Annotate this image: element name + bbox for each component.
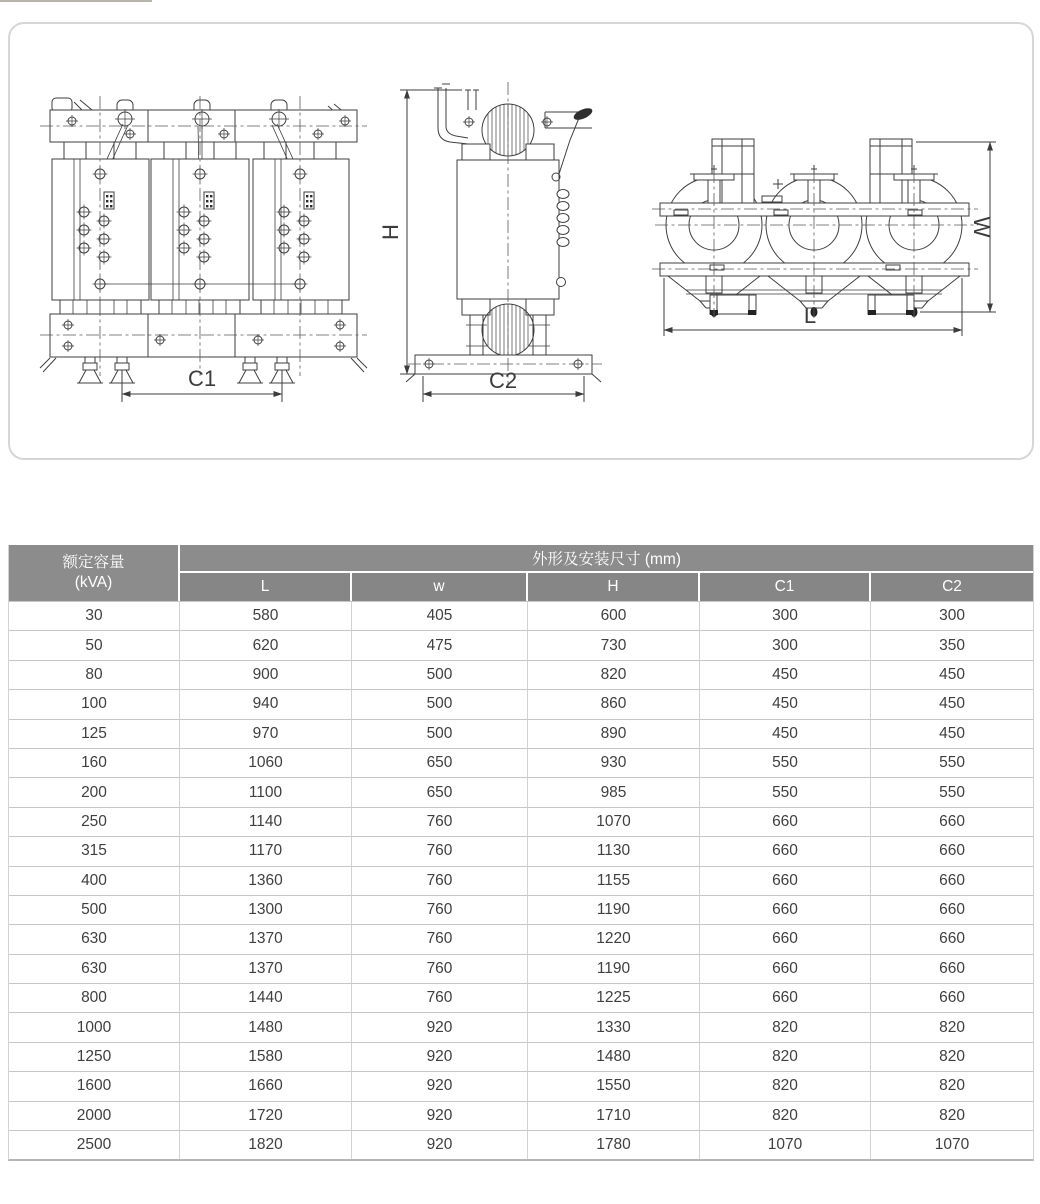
transformer-outline-drawings <box>10 24 1032 458</box>
dim-label-h: H <box>378 224 403 240</box>
drawing-panel <box>8 22 1034 460</box>
cell-h: 985 <box>528 777 700 806</box>
cell-c1: 660 <box>700 983 871 1012</box>
cell-c2: 350 <box>871 630 1033 659</box>
cell-c2: 300 <box>871 601 1033 630</box>
cell-capacity: 630 <box>9 954 180 983</box>
cell-l: 1720 <box>180 1101 352 1130</box>
table-row <box>9 1042 1033 1071</box>
cell-c1: 660 <box>700 866 871 895</box>
cell-capacity: 250 <box>9 807 180 836</box>
cell-l: 1100 <box>180 777 352 806</box>
cell-capacity: 315 <box>9 836 180 865</box>
cell-l: 1360 <box>180 866 352 895</box>
front-view <box>40 96 367 402</box>
cell-w: 500 <box>352 660 528 689</box>
cell-w: 650 <box>352 748 528 777</box>
dimensions-group-header: 外形及安装尺寸 (mm) <box>180 545 1033 571</box>
cell-capacity: 1600 <box>9 1071 180 1100</box>
cell-h: 1710 <box>528 1101 700 1130</box>
cell-capacity: 500 <box>9 895 180 924</box>
cell-c2: 450 <box>871 719 1033 748</box>
table-row <box>9 689 1033 718</box>
cell-c1: 450 <box>700 660 871 689</box>
cell-w: 760 <box>352 807 528 836</box>
cell-l: 1060 <box>180 748 352 777</box>
table-row <box>9 1012 1033 1041</box>
cell-c2: 550 <box>871 777 1033 806</box>
cell-w: 920 <box>352 1042 528 1071</box>
table-row <box>9 719 1033 748</box>
col-header-h: H <box>528 571 700 601</box>
cell-w: 405 <box>352 601 528 630</box>
cell-h: 600 <box>528 601 700 630</box>
cell-capacity: 50 <box>9 630 180 659</box>
cell-capacity: 1250 <box>9 1042 180 1071</box>
cell-w: 760 <box>352 866 528 895</box>
table-row <box>9 954 1033 983</box>
cell-capacity: 2000 <box>9 1101 180 1130</box>
cell-c1: 300 <box>700 630 871 659</box>
cell-w: 920 <box>352 1012 528 1041</box>
capacity-header-unit: (kVA) <box>74 574 113 591</box>
cell-l: 1300 <box>180 895 352 924</box>
cell-capacity: 100 <box>9 689 180 718</box>
cell-c1: 660 <box>700 807 871 836</box>
table-row <box>9 777 1033 806</box>
table-row <box>9 1071 1033 1100</box>
cell-c2: 820 <box>871 1101 1033 1130</box>
cell-h: 1220 <box>528 924 700 953</box>
cell-capacity: 2500 <box>9 1130 180 1159</box>
cell-h: 860 <box>528 689 700 718</box>
dim-label-c1: C1 <box>187 366 217 391</box>
cell-h: 1330 <box>528 1012 700 1041</box>
cell-capacity: 80 <box>9 660 180 689</box>
table-body <box>9 601 1033 1159</box>
cell-h: 730 <box>528 630 700 659</box>
cell-h: 890 <box>528 719 700 748</box>
cell-c2: 660 <box>871 983 1033 1012</box>
top-view <box>652 139 996 336</box>
cell-l: 970 <box>180 719 352 748</box>
table-row <box>9 660 1033 689</box>
cell-w: 475 <box>352 630 528 659</box>
cell-h: 1070 <box>528 807 700 836</box>
cell-capacity: 400 <box>9 866 180 895</box>
cell-c2: 660 <box>871 836 1033 865</box>
cell-l: 1440 <box>180 983 352 1012</box>
cell-l: 1580 <box>180 1042 352 1071</box>
cell-c1: 450 <box>700 689 871 718</box>
cell-c1: 660 <box>700 954 871 983</box>
cell-c1: 820 <box>700 1071 871 1100</box>
cell-h: 1190 <box>528 954 700 983</box>
cell-w: 920 <box>352 1101 528 1130</box>
cell-c2: 820 <box>871 1071 1033 1100</box>
cell-c1: 450 <box>700 719 871 748</box>
cell-capacity: 125 <box>9 719 180 748</box>
cell-c2: 660 <box>871 866 1033 895</box>
cell-w: 500 <box>352 719 528 748</box>
cell-w: 920 <box>352 1130 528 1159</box>
cell-c2: 660 <box>871 807 1033 836</box>
cell-h: 1780 <box>528 1130 700 1159</box>
cell-c2: 450 <box>871 660 1033 689</box>
table-row <box>9 1130 1033 1159</box>
cell-c2: 550 <box>871 748 1033 777</box>
cell-c1: 550 <box>700 748 871 777</box>
cell-c1: 820 <box>700 1101 871 1130</box>
cell-capacity: 630 <box>9 924 180 953</box>
capacity-header <box>9 545 180 601</box>
col-header-l: L <box>180 571 352 601</box>
cell-c2: 660 <box>871 924 1033 953</box>
cell-h: 1130 <box>528 836 700 865</box>
cell-h: 1480 <box>528 1042 700 1071</box>
cell-w: 760 <box>352 924 528 953</box>
table-row <box>9 1101 1033 1130</box>
col-header-w: w <box>352 571 528 601</box>
cell-l: 1170 <box>180 836 352 865</box>
table-row <box>9 924 1033 953</box>
table-row <box>9 748 1033 777</box>
dim-label-c2: C2 <box>488 368 518 393</box>
cell-l: 940 <box>180 689 352 718</box>
dim-label-w: W <box>969 216 994 238</box>
cell-w: 920 <box>352 1071 528 1100</box>
cell-c2: 1070 <box>871 1130 1033 1159</box>
cell-w: 760 <box>352 895 528 924</box>
cell-c1: 300 <box>700 601 871 630</box>
cell-l: 1820 <box>180 1130 352 1159</box>
table-row <box>9 836 1033 865</box>
table-row <box>9 601 1033 630</box>
cropped-heading-fragment <box>0 0 152 2</box>
side-view <box>378 82 602 402</box>
cell-h: 930 <box>528 748 700 777</box>
cell-c1: 660 <box>700 836 871 865</box>
cell-h: 1190 <box>528 895 700 924</box>
cell-capacity: 1000 <box>9 1012 180 1041</box>
table-row <box>9 895 1033 924</box>
cell-l: 1480 <box>180 1012 352 1041</box>
cell-c2: 450 <box>871 689 1033 718</box>
cell-h: 1550 <box>528 1071 700 1100</box>
cell-capacity: 30 <box>9 601 180 630</box>
cell-c1: 660 <box>700 924 871 953</box>
dimension-table <box>8 545 1034 1161</box>
cell-c1: 820 <box>700 1042 871 1071</box>
col-header-c2: C2 <box>871 571 1033 601</box>
cell-c1: 1070 <box>700 1130 871 1159</box>
cell-c2: 820 <box>871 1012 1033 1041</box>
cell-c2: 820 <box>871 1042 1033 1071</box>
cell-h: 1225 <box>528 983 700 1012</box>
cell-l: 580 <box>180 601 352 630</box>
cell-w: 760 <box>352 836 528 865</box>
cell-w: 650 <box>352 777 528 806</box>
cell-l: 1140 <box>180 807 352 836</box>
cell-h: 820 <box>528 660 700 689</box>
table-row <box>9 630 1033 659</box>
cell-l: 1660 <box>180 1071 352 1100</box>
cell-capacity: 160 <box>9 748 180 777</box>
cell-c2: 660 <box>871 954 1033 983</box>
cell-l: 900 <box>180 660 352 689</box>
cell-h: 1155 <box>528 866 700 895</box>
capacity-header-title: 额定容量 <box>62 553 125 571</box>
cell-l: 1370 <box>180 954 352 983</box>
cell-w: 760 <box>352 954 528 983</box>
col-header-c1: C1 <box>700 571 871 601</box>
dim-label-l: L <box>803 303 817 328</box>
cell-c1: 660 <box>700 895 871 924</box>
table-row <box>9 866 1033 895</box>
cell-capacity: 800 <box>9 983 180 1012</box>
cell-w: 760 <box>352 983 528 1012</box>
cell-w: 500 <box>352 689 528 718</box>
cell-l: 1370 <box>180 924 352 953</box>
cell-l: 620 <box>180 630 352 659</box>
cell-capacity: 200 <box>9 777 180 806</box>
cell-c1: 550 <box>700 777 871 806</box>
cell-c1: 820 <box>700 1012 871 1041</box>
table-row <box>9 983 1033 1012</box>
cell-c2: 660 <box>871 895 1033 924</box>
table-row <box>9 807 1033 836</box>
